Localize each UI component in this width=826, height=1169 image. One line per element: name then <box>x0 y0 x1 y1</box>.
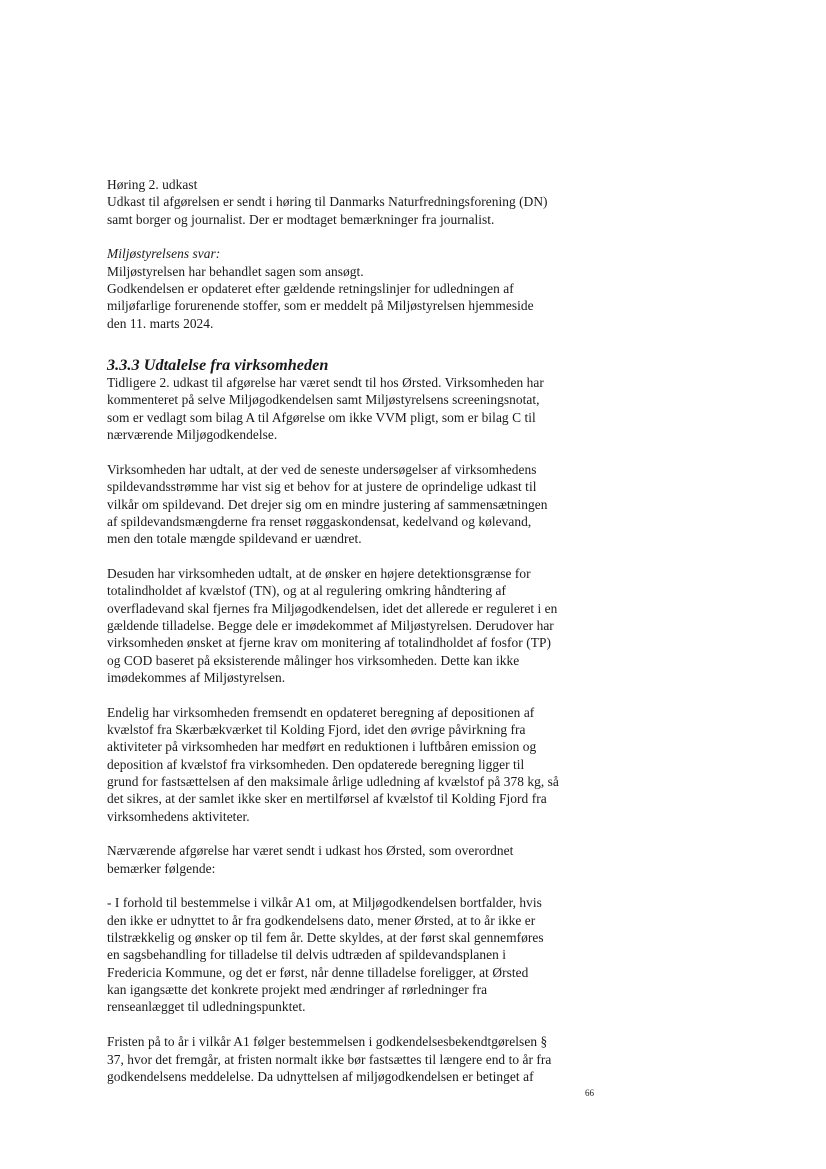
paragraph <box>107 894 605 1015</box>
paragraph <box>107 842 605 877</box>
paragraph-line: vilkår om spildevand. Det drejer sig om en mindre justering af sammensætningen <box>107 496 548 512</box>
paragraph-line: grund for fastsættelsen af den maksimale årlige udledning af kvælstof på 378 kg, så <box>107 774 559 789</box>
paragraph-line: som er vedlagt som bilag A til Afgørelse om ikke VVM pligt, som er bilag C til <box>107 409 536 425</box>
paragraph-line: virksomhedens aktiviteter. <box>107 808 250 824</box>
paragraph-line: Desuden har virksomheden udtalt, at de ønsker en højere detektionsgrænse for <box>107 565 531 581</box>
paragraph-line: af spildevandsmængderne fra renset røggaskondensat, kedelvand og kølevand, <box>107 513 532 529</box>
svar-section <box>107 245 605 332</box>
paragraph-line: - I forhold til bestemmelse i vilkår A1 om, at Miljøgodkendelsen bortfalder, hvis <box>107 895 542 911</box>
section-heading: 3.3.3 Udtalelse fra virksomheden <box>107 356 329 375</box>
page-number: 66 <box>585 1088 594 1098</box>
paragraph-line: det sikres, at der samlet ikke sker en mertilførsel af kvælstof til Kolding Fjord fra <box>107 791 547 807</box>
paragraph-line: Virksomheden har udtalt, at der ved de seneste undersøgelser af virksomhedens <box>107 461 537 477</box>
paragraph-line: nærværende Miljøgodkendelse. <box>107 427 278 443</box>
paragraph-line: men den totale mængde spildevand er uændret. <box>107 531 362 547</box>
paragraph-line: kvælstof fra Skærbækværket til Kolding Fjord, idet den øvrige påvirkning fra <box>107 721 526 737</box>
paragraph <box>107 565 605 686</box>
hoering-line: samt borger og journalist. Der er modtaget bemærkninger fra journalist. <box>107 211 495 227</box>
paragraph-line: Tidligere 2. udkast til afgørelse har været sendt til hos Ørsted. Virksomheden har <box>107 375 544 391</box>
svar-line: den 11. marts 2024. <box>107 315 214 331</box>
paragraph-line: virksomheden ønsket at fjerne krav om monitering af totalindholdet af fosfor (TP) <box>107 635 551 651</box>
paragraph-line: totalindholdet af kvælstof (TN), og at al regulering omkring håndtering af <box>107 583 506 599</box>
paragraph-line: spildevandsstrømme har vist sig et behov for at justere de oprindelige udkast til <box>107 479 537 495</box>
paragraph <box>107 704 605 825</box>
paragraph-line: kommenteret på selve Miljøgodkendelsen samt Miljøstyrelsens screeningsnotat, <box>107 392 540 408</box>
paragraph-line: den ikke er udnyttet to år fra godkendelsens dato, mener Ørsted, at to år ikke er <box>107 912 536 928</box>
paragraph-line: Fredericia Kommune, og det er først, når denne tilladelse foreligger, at Ørsted <box>107 964 529 980</box>
paragraph <box>107 461 605 548</box>
paragraph-line: gældende tilladelse. Begge dele er imødekommet af Miljøstyrelsen. Derudover har <box>107 617 554 633</box>
paragraph-line: aktiviteter på virksomheden har medført en reduktionen i luftbåren emission og <box>107 739 537 755</box>
paragraph-line: og COD baseret på eksisterende målinger hos virksomheden. Dette kan ikke <box>107 652 520 668</box>
paragraph-line: tilstrækkelig og ønsker op til fem år. Dette skyldes, at der først skal gennemføres <box>107 930 544 946</box>
hoering-title: Høring 2. udkast <box>107 177 198 192</box>
svar-line: Godkendelsen er opdateret efter gældende retningslinjer for udledningen af <box>107 281 514 297</box>
paragraph-line: deposition af kvælstof fra virksomheden. Den opdaterede beregning ligger til <box>107 756 525 772</box>
document-page <box>107 176 605 1103</box>
paragraph-line: bemærker følgende: <box>107 860 216 876</box>
paragraph-line: Endelig har virksomheden fremsendt en opdateret beregning af depositionen af <box>107 704 535 720</box>
svar-label: Miljøstyrelsens svar: <box>107 246 221 262</box>
paragraph-line: Fristen på to år i vilkår A1 følger bestemmelsen i godkendelsesbekendtgørelsen § <box>107 1034 548 1050</box>
paragraph-line: kan igangsætte det konkrete projekt med ændringer af rørledninger fra <box>107 982 488 998</box>
hoering-section <box>107 176 605 228</box>
paragraph-line: overfladevand skal fjernes fra Miljøgodkendelsen, idet det allerede er reguleret i en <box>107 600 558 616</box>
paragraph-line: 37, hvor det fremgår, at fristen normalt ikke bør fastsættes til længere end to år fra <box>107 1051 552 1067</box>
paragraph <box>107 1033 605 1085</box>
paragraph-line: en sagsbehandling for tilladelse til delvis udtræden af spildevandsplanen i <box>107 947 507 963</box>
svar-line: Miljøstyrelsen har behandlet sagen som ansøgt. <box>107 263 364 279</box>
hoering-line: Udkast til afgørelsen er sendt i høring til Danmarks Naturfredningsforening (DN) <box>107 194 548 210</box>
paragraph-line: Nærværende afgørelse har været sendt i udkast hos Ørsted, som overordnet <box>107 843 514 859</box>
paragraph <box>107 374 605 443</box>
svar-line: miljøfarlige forurenende stoffer, som er meddelt på Miljøstyrelsen hjemmeside <box>107 298 534 314</box>
paragraph-line: godkendelsens meddelelse. Da udnyttelsen af miljøgodkendelsen er betinget af <box>107 1068 534 1084</box>
paragraph-line: renseanlægget til udledningspunktet. <box>107 999 306 1015</box>
paragraph-line: imødekommes af Miljøstyrelsen. <box>107 669 286 685</box>
